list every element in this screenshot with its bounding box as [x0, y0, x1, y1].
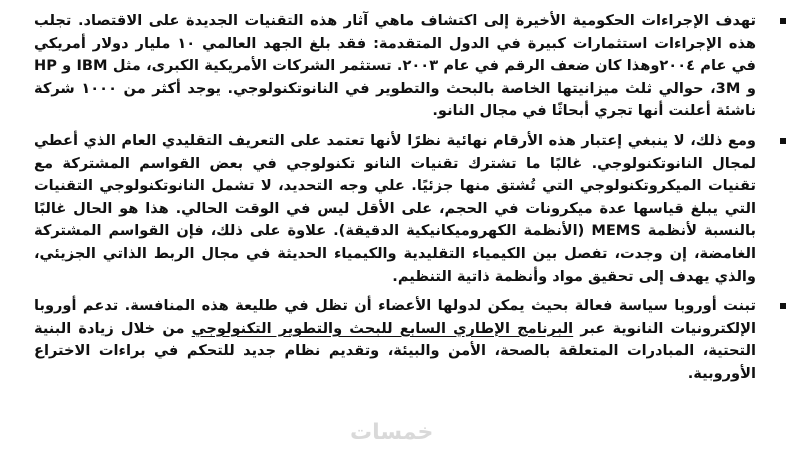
paragraph-3-text-after: من خلال زيادة البنية التحتية، المبادرات المتعلقة بالصحة، الأمن والبيئة، وتقديم نظام جديد للتحكم في براءات الاختراع الأوروبية. — [34, 319, 756, 382]
square-bullet-icon — [780, 138, 786, 144]
paragraph-1-text: تهدف الإجراءات الحكومية الأخيرة إلى اكتشاف ماهي آثار هذه التقنيات الجديدة على الاقتصاد. تجلب هذه الإجراءات استثمارات كبيرة في الدول المتقدمة: فقد بلغ الجهد العالمي ١٠ مليار دولار أمريكي في عام ٢٠٠٤وهذا كان ضعف الرقم في عام ٢٠٠٣. تستثمر الشركات الأمريكية الكبرى، مثل IBM و HP و 3M، حوالي ثلث ميزانيتها الخاصة بالبحث والتطوير في النانوتكنولوجي. يوجد أكثر من ١٠٠٠ شركة ناشئة أعلنت أنها تجري أبحاثًا في مجال النانو. — [34, 12, 757, 120]
bullet-paragraph-3 — [34, 295, 756, 385]
bullet-list — [34, 10, 756, 393]
program-name-underlined: البرنامج الإطاري السابع للبحث والتطوير التكنولوجي — [191, 319, 574, 337]
watermark-logo: خمسات — [350, 420, 434, 445]
paragraph-2-text: ومع ذلك، لا ينبغي إعتبار هذه الأرقام نهائية نظرًا لأنها تعتمد على التعريف التقليدي العام الذي أعطي لمجال النانوتكنولوجي. غالبًا ما تشترك تقنيات النانو تكنولوجي في بعض القواسم المشتركة مع تقنيات الميكروتكنولوجي التي تُشتق منها جزئيًا. علي وجه التحديد، لا تشمل النانوتكنولوجي التقنيات التي يبلغ قياسها عدة ميكرونات في الحجم، على الأقل ليس في الوقت الحالي. هذا هو الحال غالبًا بالنسبة لأنظمة MEMS (الأنظمة الكهروميكانيكية الدقيقة). علاوة على ذلك، فإن القواسم المشتركة الغامضة، إن وجدت، تفصل بين الكيمياء التقليدية والكيمياء الحديثة في مجال الربط الذاتي الجزيئي، والذي يهدف إلى تحقيق مواد وأنظمة ذاتية التنظيم. — [34, 131, 756, 285]
square-bullet-icon — [780, 303, 786, 309]
paragraph-3-text-before: تبنت أوروبا سياسة فعالة بحيث يمكن لدولها الأعضاء أن تظل في طليعة هذه المنافسة. تدعم أوروبا الإلكترونيات النانوية عبر — [34, 297, 756, 337]
bullet-paragraph-2 — [34, 130, 756, 288]
square-bullet-icon — [780, 18, 786, 24]
bullet-paragraph-1 — [34, 10, 756, 123]
